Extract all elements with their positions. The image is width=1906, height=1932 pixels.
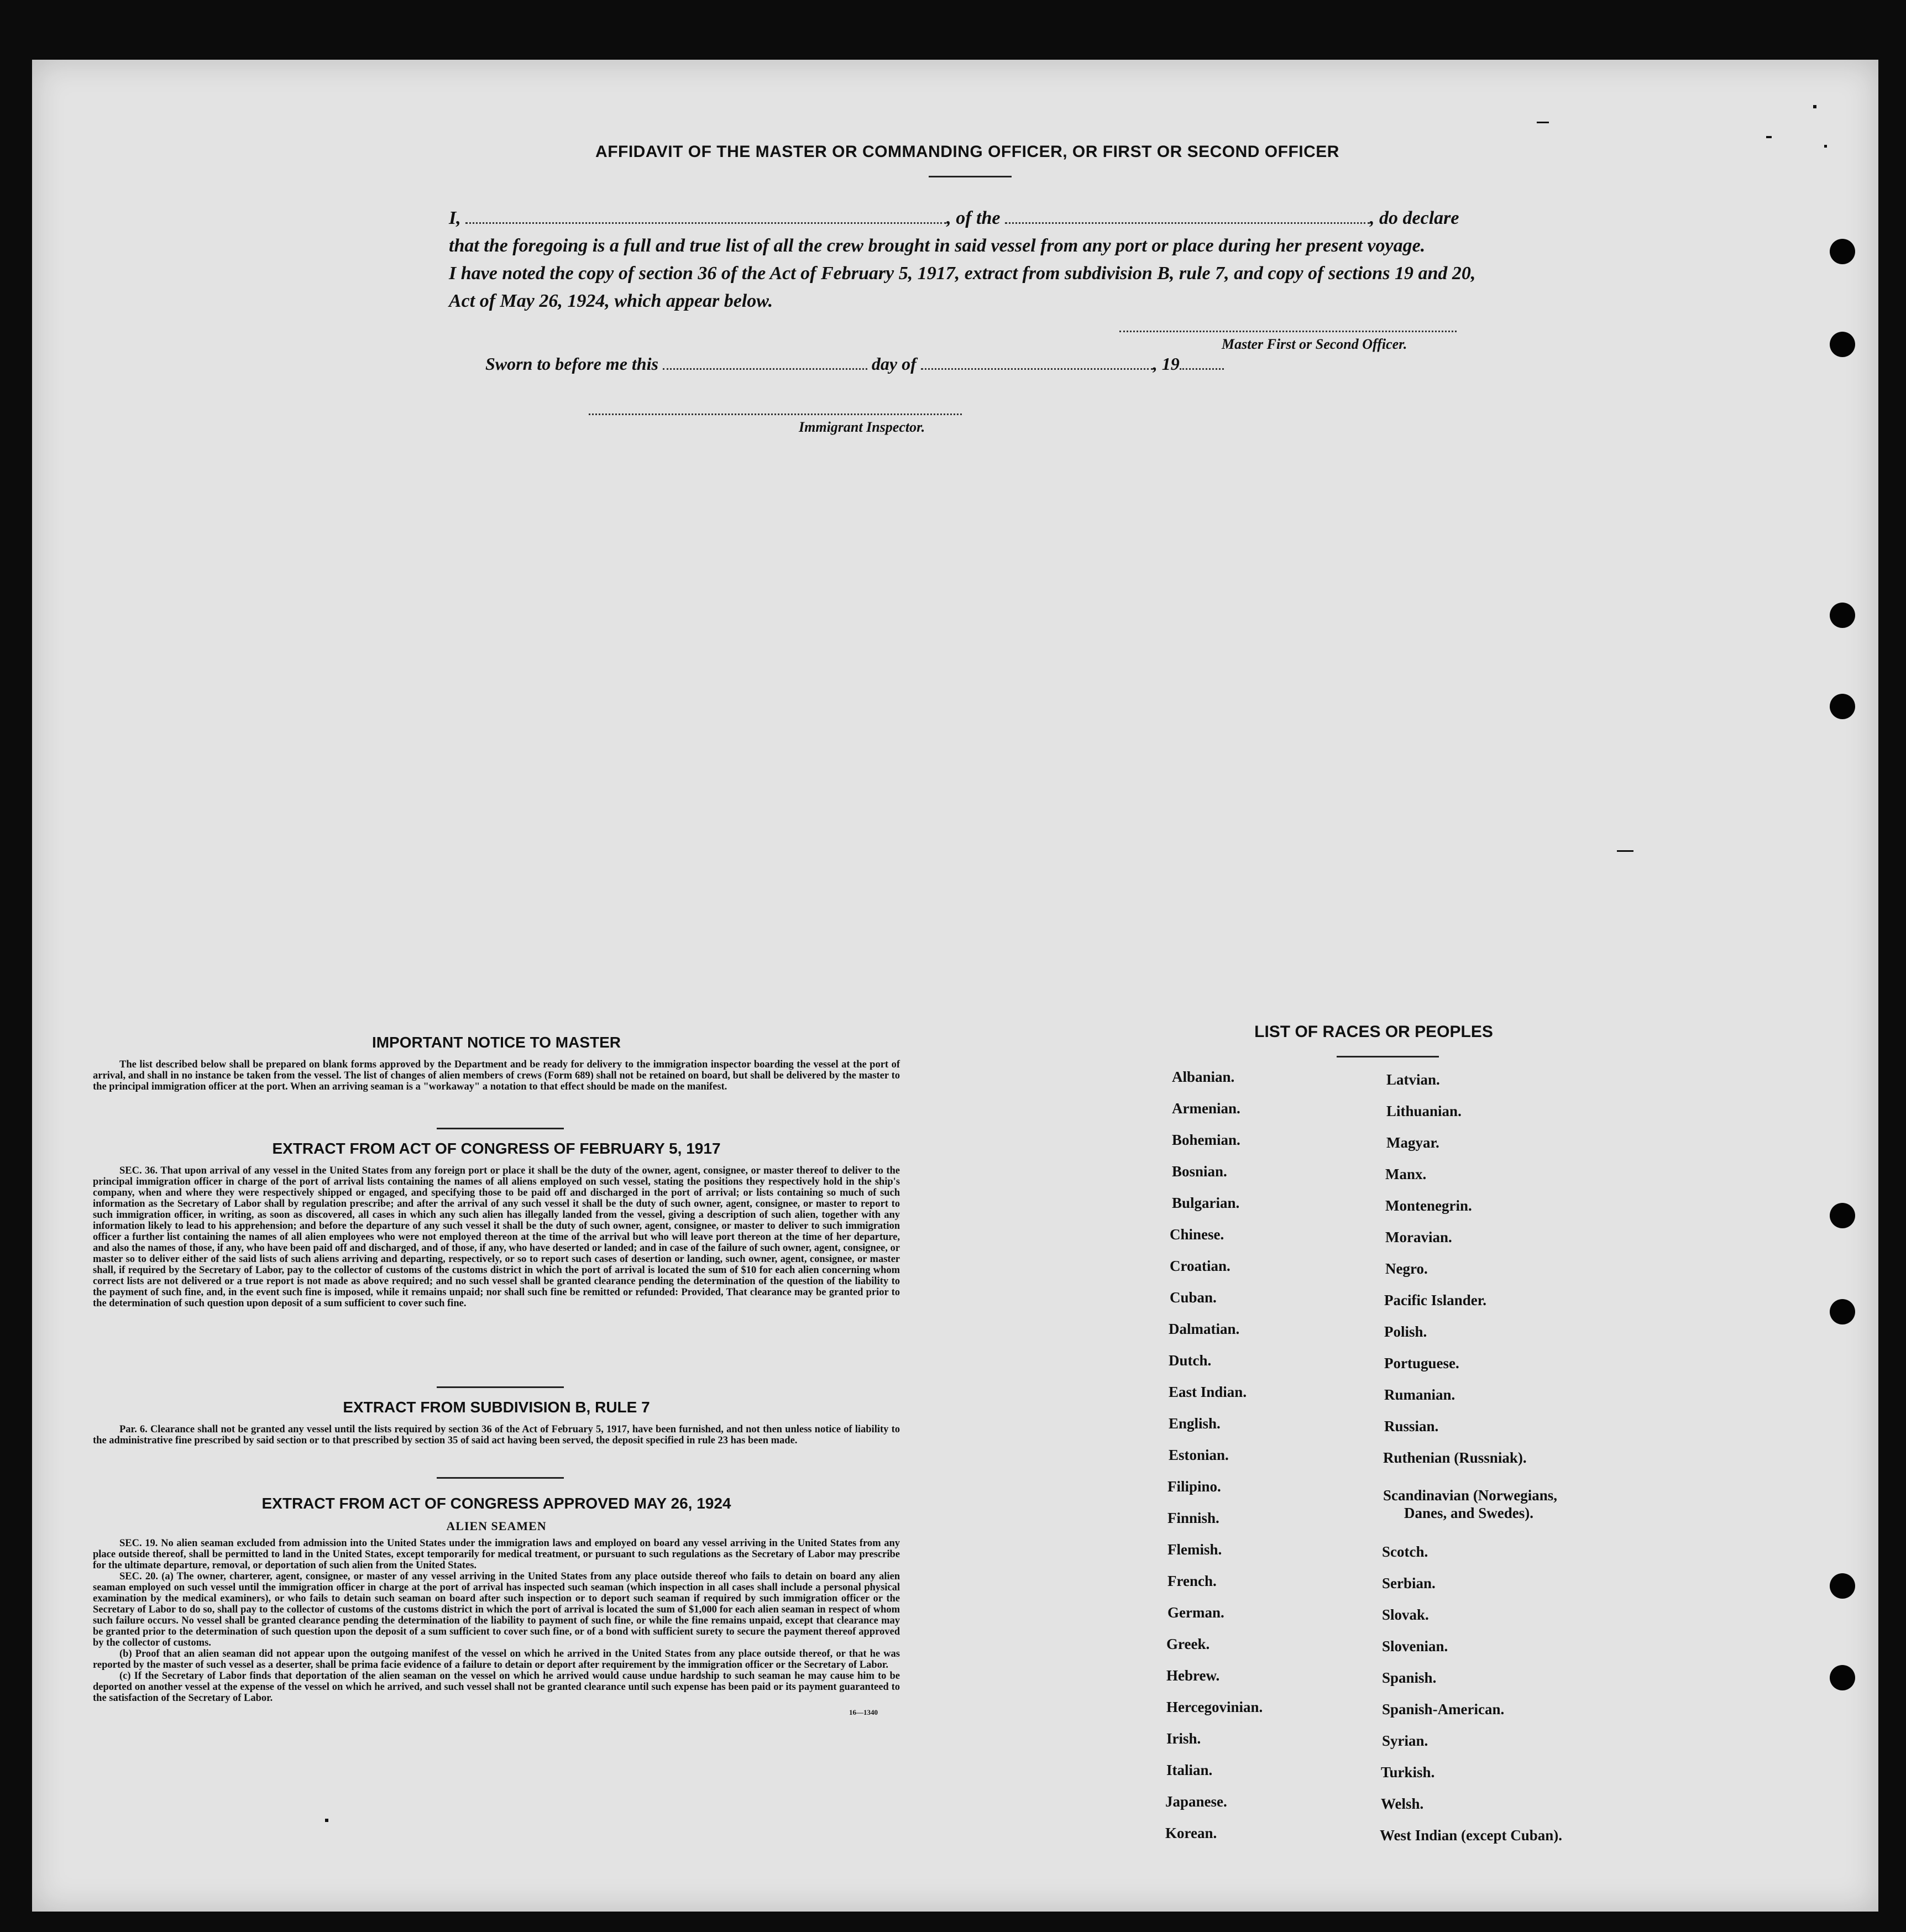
notice-section [93, 1034, 900, 1092]
notice-title: IMPORTANT NOTICE TO MASTER [371, 1034, 621, 1051]
race-item: Italian. [1166, 1762, 1213, 1778]
inspector-signature-label: Immigrant Inspector. [799, 419, 925, 435]
race-item: Magyar. [1386, 1134, 1439, 1151]
title-rule [929, 176, 1012, 177]
race-item: Hercegovinian. [1166, 1699, 1263, 1715]
race-item: French. [1167, 1573, 1217, 1589]
sec20a-text: SEC. 20. (a) The owner, charterer, agent, consignee, or master of any vessel arriving in the United States from any place outside thereof who fails to detain on board any alien seaman employed on such vessel until the immigration officer in charge at the port of arrival has inspected such seaman (which inspection in all cases shall include a personal physical examination by the medical examiners), or who fails to detain such seaman on board after such inspection or to deport such seaman if required by such immigration officer or the Secretary of Labor to do so, shall pay to the collector of customs of the customs district in which the port of arrival is located the sum of $1,000 for each alien seaman in respect of whom such failure occurs. No vessel shall be granted clearance pending the determination of the liability to payment of such fine, or while the fine remains unpaid, except that clearance may be granted prior to the determination of such question upon the deposit of a sum sufficient to cover such fine, or of a bond with sufficient surety to secure the payment thereof approved by the collector of customs. [93, 1571, 900, 1648]
race-item: Moravian. [1385, 1229, 1452, 1245]
race-item: Manx. [1385, 1166, 1427, 1182]
race-item: West Indian (except Cuban). [1380, 1827, 1563, 1844]
sec20c-text: (c) If the Secretary of Labor finds that deportation of the alien seaman on the vessel on which he arrived would cause undue hardship to such seaman he may cause him to be deported on another vessel at the expense of the vessel on which he arrived, and such vessel shall not be granted clearance until such expense has been paid or its payment guaranteed to the satisfaction of the Secretary of Labor. [93, 1671, 900, 1704]
races-title-rule [1337, 1056, 1439, 1057]
race-item: Bohemian. [1172, 1132, 1240, 1148]
race-item: Turkish. [1381, 1764, 1435, 1781]
race-item: East Indian. [1169, 1384, 1247, 1400]
race-item: Filipino. [1167, 1478, 1221, 1495]
race-item: Montenegrin. [1385, 1197, 1472, 1214]
race-item: Dalmatian. [1169, 1321, 1240, 1337]
race-item: Welsh. [1381, 1795, 1424, 1812]
race-item: Spanish. [1382, 1669, 1437, 1686]
race-item: Dutch. [1169, 1352, 1212, 1369]
race-item: Serbian. [1382, 1575, 1436, 1591]
extract-1917-text: SEC. 36. That upon arrival of any vessel in the United States from any foreign port or place it shall be the duty of the owner, agent, consignee, or master thereof to deliver to the principal immigration officer in charge of the port of arrival lists containing the names of all aliens employed on such vessel, stating the positions they respectively hold in the ship's company, when and where they were respectively shipped or engaged, and specifying those to be paid off and discharged in the port of arrival; or lists containing so much of such information as the Secretary of Labor shall by regulation prescribe; and after the arrival of any such vessel it shall be the duty of such owner, agent, consignee, or master to report to such immigration officer, in writing, as soon as discovered, all cases in which any such alien has illegally landed from the vessel, giving a description of such alien, together with any information likely to lead to his apprehension; and before the departure of any such vessel it shall be the duty of such owner, agent, consignee, or master to deliver to such immigration officer a further list containing the names of all alien employees who were not employed thereon at the time of the arrival but who will leave port thereon at the time of her departure, and also the names of those, if any, who have been paid off and discharged, and of those, if any, who have deserted or landed; and in case of the failure of such owner, agent, consignee, or master so to deliver either of the said lists of such aliens arriving and departing, respectively, or so to report such cases of desertion or landing, such owner, agent, consignee, or master shall, if required by the Secretary of Labor, pay to the collector of customs of the customs district in which the port of arrival is located the sum of $10 for each alien concerning whom correct lists are not delivered or a true report is not made as above required; and no such vessel shall be granted clearance pending the determination of the question of the liability to the payment of such fine, and, in the event such fine is imposed, while it remains unpaid; nor shall such fine be remitted or refunded: Provided, That clearance may be granted prior to the determination of such question upon deposit of a sum sufficient to cover such fine. [93, 1165, 900, 1309]
race-item: Scandinavian (Norwegians, [1383, 1487, 1558, 1504]
sworn-day-field[interactable] [663, 368, 867, 370]
race-item: Spanish-American. [1382, 1701, 1505, 1718]
race-item: Armenian. [1172, 1100, 1240, 1117]
sec19-text: SEC. 19. No alien seaman excluded from admission into the United States under the immigration laws and employed on board any vessel arriving in the United States from any place outside thereof, shall be permitted to land in the United States, except temporarily for medical treatment, or pursuant to such regulations as the Secretary of Labor may prescribe for the ultimate departure, removal, or deportation of such alien from the United States. [93, 1538, 900, 1571]
name-field[interactable] [465, 222, 946, 224]
sworn-year-field[interactable] [1180, 368, 1224, 370]
sec20b-text: (b) Proof that an alien seaman did not appear upon the outgoing manifest of the vessel on which he arrived in the United States from any place outside thereof, or that he was reported by the master of such vessel as a deserter, shall be prima facie evidence of a failure to detain or deport after requirement by the immigration officer or the Secretary of Labor. [93, 1648, 900, 1671]
notice-text: The list described below shall be prepared on blank forms approved by the Department and be ready for delivery to the immigration inspector boarding the vessel at the port of arrival, and shall in no instance be taken from the vessel. The list of changes of alien members of crews (Form 689) shall not be retained on board, but shall be delivered by the master to the principal immigration officer at the port. When an arriving seaman is a "workaway" a notation to that effect should be made on the manifest. [93, 1059, 900, 1092]
race-item: Lithuanian. [1386, 1103, 1462, 1119]
form-number: 16—1340 [849, 1708, 878, 1716]
race-item: Slovak. [1382, 1606, 1429, 1623]
race-item: Syrian. [1382, 1732, 1428, 1749]
declaration-line-2: that the foregoing is a full and true list of all the crew brought in said vessel from any port or place during her present voyage. [449, 235, 1426, 256]
extract-rule7-section [93, 1399, 900, 1446]
declaration-line-3: I have noted the copy of section 36 of the Act of February 5, 1917, extract from subdivision B, rule 7, and copy of sections 19 and 20, [449, 263, 1476, 284]
sworn-month-field[interactable] [921, 368, 1153, 370]
race-item: Hebrew. [1166, 1667, 1220, 1684]
race-item: Ruthenian (Russniak). [1383, 1449, 1527, 1466]
race-item: Bulgarian. [1172, 1195, 1240, 1211]
race-item: Chinese. [1170, 1226, 1224, 1243]
extract-1917-title: EXTRACT FROM ACT OF CONGRESS OF FEBRUARY 5, 1917 [272, 1140, 721, 1157]
race-item: Japanese. [1165, 1793, 1227, 1810]
master-signature-label: Master First or Second Officer. [1222, 336, 1407, 352]
extract-1924-title: EXTRACT FROM ACT OF CONGRESS APPROVED MAY 26, 1924 [261, 1495, 731, 1512]
affidavit-title: AFFIDAVIT OF THE MASTER OR COMMANDING OFFICER, OR FIRST OR SECOND OFFICER [595, 143, 1339, 161]
race-item: Bosnian. [1172, 1163, 1227, 1180]
vessel-field[interactable] [1005, 222, 1370, 224]
race-item: Negro. [1385, 1260, 1428, 1277]
race-item: Pacific Islander. [1384, 1292, 1486, 1308]
declaration-line-4: Act of May 26, 1924, which appear below. [449, 291, 773, 311]
declaration-line-1: I, , of the , do declare [449, 208, 1459, 228]
extract-1917-section [93, 1140, 900, 1309]
divider [437, 1477, 564, 1479]
race-item: Croatian. [1170, 1258, 1230, 1274]
divider [437, 1128, 564, 1129]
race-item: Albanian. [1172, 1069, 1235, 1085]
extract-rule7-text: Par. 6. Clearance shall not be granted any vessel until the lists required by section 36 of the Act of February 5, 1917, have been furnished, and not then unless notice of liability to the administrative fine prescribed by said section or to that prescribed by section 35 of said act having been served, the deposit specified in rule 23 has been made. [93, 1424, 900, 1446]
race-item: German. [1167, 1604, 1224, 1621]
race-item: Flemish. [1167, 1541, 1222, 1558]
race-item: Finnish. [1167, 1510, 1219, 1526]
race-item: Rumanian. [1384, 1386, 1455, 1403]
race-item: Greek. [1166, 1636, 1210, 1652]
race-item: Polish. [1384, 1323, 1427, 1340]
race-item: Russian. [1384, 1418, 1439, 1434]
sworn-line: Sworn to before me this day of , 19 [485, 354, 1224, 374]
race-item: Irish. [1166, 1730, 1201, 1747]
extract-1924-section [93, 1495, 900, 1717]
divider [437, 1386, 564, 1388]
race-item: Slovenian. [1382, 1638, 1448, 1654]
race-item: Danes, and Swedes). [1404, 1505, 1534, 1521]
inspector-signature-line[interactable] [589, 413, 962, 415]
race-item: Estonian. [1169, 1447, 1229, 1463]
master-signature-line[interactable] [1119, 331, 1457, 332]
race-item: Scotch. [1382, 1543, 1428, 1560]
race-item: Latvian. [1386, 1071, 1440, 1088]
race-item: Korean. [1165, 1825, 1217, 1841]
race-item: Cuban. [1170, 1289, 1217, 1306]
declaration-text [449, 205, 1483, 315]
extract-1924-subtitle: ALIEN SEAMEN [446, 1519, 547, 1533]
extract-rule7-title: EXTRACT FROM SUBDIVISION B, RULE 7 [343, 1399, 650, 1416]
races-title: LIST OF RACES OR PEOPLES [1254, 1023, 1493, 1041]
race-item: English. [1169, 1415, 1221, 1432]
race-item: Portuguese. [1384, 1355, 1459, 1371]
